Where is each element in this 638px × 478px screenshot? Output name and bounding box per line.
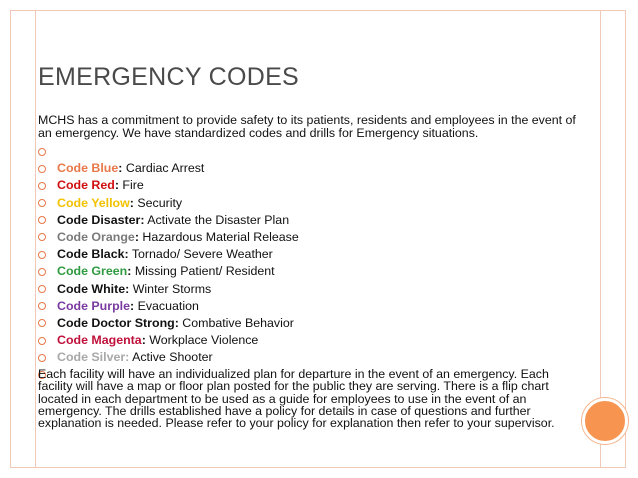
list-item xyxy=(38,212,299,229)
code-desc: Combative Behavior xyxy=(178,315,294,330)
bullet-icon xyxy=(38,354,46,362)
code-name: Code Black: xyxy=(57,247,129,262)
code-desc: Tornado/ Severe Weather xyxy=(128,247,273,262)
code-desc: Cardiac Arrest xyxy=(122,161,205,176)
bullet-icon xyxy=(38,319,46,327)
bullet-icon xyxy=(38,216,46,224)
code-sep: : xyxy=(127,264,132,279)
code-name: Code Yellow xyxy=(57,195,130,210)
code-name: Code Orange xyxy=(57,229,135,244)
list-item xyxy=(38,246,299,263)
code-name: Code Disaster: xyxy=(57,212,145,227)
code-desc: Missing Patient/ Resident xyxy=(131,264,275,279)
code-sep: : xyxy=(129,195,134,210)
code-sep: : xyxy=(141,333,146,348)
bullet-icon xyxy=(38,251,46,259)
code-name: Code Green xyxy=(57,264,128,279)
bullet-icon xyxy=(38,182,46,190)
code-sep: : xyxy=(129,298,135,313)
code-name: Code Red xyxy=(57,178,115,193)
list-item xyxy=(38,263,299,280)
list-item xyxy=(38,332,299,349)
bullet-icon xyxy=(38,199,46,207)
list-item xyxy=(38,195,299,212)
list-item xyxy=(38,281,299,298)
list-item xyxy=(38,349,299,366)
code-desc: Fire xyxy=(118,178,144,193)
bullet-icon xyxy=(38,268,46,276)
list-item xyxy=(38,298,299,315)
code-desc: Winter Storms xyxy=(129,281,212,296)
bullet-icon xyxy=(38,285,46,293)
bullet-icon xyxy=(38,165,46,173)
code-sep: : xyxy=(118,161,123,176)
code-desc: Evacuation xyxy=(134,298,199,313)
code-sep: : xyxy=(114,178,119,193)
code-name: Code Magenta xyxy=(57,333,142,348)
accent-circle xyxy=(582,398,628,444)
list-item xyxy=(38,229,299,246)
code-desc: Activate the Disaster Plan xyxy=(144,212,290,227)
list-item xyxy=(38,160,299,177)
bullet-icon xyxy=(38,233,46,241)
closing-paragraph: Each facility will have an individualized plan for departure in the event of an emergency. Each facility will have a map or floor plan posted for the public they are serving. There is a flip chart located in each department to be used as a guide for employees to use in the event of an emergency. The drills established have a policy for details in case of questions and further explanation is needed. Please refer to your policy for explanation then refer to your supervisor. xyxy=(38,367,555,431)
list-item xyxy=(38,177,299,194)
bullet-icon xyxy=(38,337,46,345)
left-rule xyxy=(35,11,36,467)
code-name: Code Silver: xyxy=(57,350,130,365)
code-name: Code White: xyxy=(57,281,130,296)
bullet-icon xyxy=(38,302,46,310)
slide-title: EMERGENCY CODES xyxy=(38,63,300,91)
code-name: Code Purple xyxy=(57,298,130,313)
intro-paragraph: MCHS has a commitment to provide safety to its patients, residents and employees in the event of an emergency. We have standardized codes and drills for Emergency situations. xyxy=(38,113,576,140)
bullet-icon xyxy=(38,148,46,156)
list-item-empty xyxy=(38,143,299,160)
code-desc: Hazardous Material Release xyxy=(138,229,299,244)
code-name: Code Blue xyxy=(57,161,119,176)
code-desc: Workplace Violence xyxy=(145,333,259,348)
code-name: Code Doctor Strong: xyxy=(57,315,179,330)
list-item xyxy=(38,315,299,332)
code-desc: Security xyxy=(133,195,183,210)
code-desc: Active Shooter xyxy=(129,350,213,365)
codes-list xyxy=(38,143,299,384)
code-sep: : xyxy=(134,229,139,244)
